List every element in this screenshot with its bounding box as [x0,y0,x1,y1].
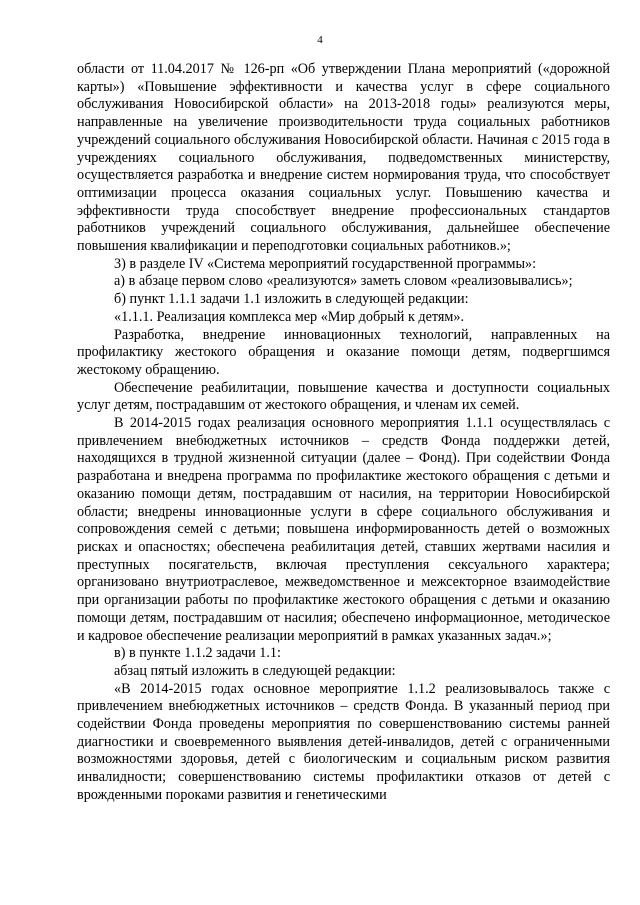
paragraph-development: Разработка, внедрение инновационных технологий, направленных на профилактику жестокого обращения и оказание помощи детям, подвергшимся жестокому обращению. [77,326,610,378]
paragraph-section-iv: 3) в разделе IV «Система мероприятий государственной программы»: [114,255,537,272]
paragraph-rehabilitation: Обеспечение реабилитации, повышение качества и доступности социальных услуг детям, пострадавшим от жестокого обращения, и членам их семей. [77,379,610,414]
paragraph-fifth-abzac: абзац пятый изложить в следующей редакции: [114,662,396,679]
paragraph-2014-2015-fund: В 2014-2015 годах реализация основного мероприятия 1.1.1 осуществлялась с привлечением внебюджетных источников – средств Фонда поддержки детей, находящихся в трудной жизненной ситуации (далее – Фонд). При содействии Фонда разработана и внедрена программа по профилактике жестокого обращения с детьми и оказанию помощи детям, пострадавшим от насилия, на территории Новосибирской области; внедрены инновационные услуги в сфере социального обслуживания и сопровождения семей с детьми; повышена информированность детей о возможных рисках и опасностях; обеспечена реабилитация детей, ставших жертвами насилия и преступных посягательств, включая преступления сексуального характера; организовано внутриотраслевое, межведомственное и межсекторное взаимодействие при организации работы по профилактике жестокого обращения с детьми и оказанию помощи детям, пострадавшим от насилия; обеспечено информационное, методическое и кадровое обеспечение реализации мероприятий в рамках указанных задач.»; [77,415,610,644]
paragraph-continuation: области от 11.04.2017 № 126-рп «Об утверждении Плана мероприятий («дорожной карты») «Повышение эффективности и качества услуг в сфере социального обслуживания Новосибирской области» на 2013-2018 годы» реализуются меры, направленные на увеличение производительности труда социальных работников учреждений социального обслуживания Новосибирской области. Начиная с 2015 года в учреждениях социального обслуживания, подведомственных министерству, осуществляется разработка и внедрение систем нормирования труда, что способствует оптимизации процесса оказания социальных услуг. Повышению качества и эффективности труда способствует внедрение профессиональных стандартов работников учреждений социального обслуживания, дальнейшее обеспечение повышения квалификации и переподготовки социальных работников.»; [77,61,610,255]
paragraph-item-v: в) в пункте 1.1.2 задачи 1.1: [114,645,281,662]
paragraph-item-b: б) пункт 1.1.1 задачи 1.1 изложить в следующей редакции: [114,291,469,308]
document-body [77,61,610,805]
page-number: 4 [317,34,323,46]
paragraph-clause-1-1-1: «1.1.1. Реализация комплекса мер «Мир добрый к детям». [114,308,465,325]
paragraph-2014-2015-clause-1-1-2: «В 2014-2015 годах основное мероприятие 1.1.2 реализовывалось также с привлечением внебюджетных источников – средств Фонда. В указанный период при содействии Фонда проведены мероприятия по совершенствованию системы ранней диагностики и своевременного выявления детей-инвалидов, детей с ограниченными возможностями здоровья, детей с биологическим и социальным риском развития инвалидности; совершенствованию системы профилактики отказов от детей с врожденными пороками развития и генетическими [77,680,610,803]
paragraph-item-a: а) в абзаце первом слово «реализуются» заметь словом «реализовывались»; [114,273,573,290]
